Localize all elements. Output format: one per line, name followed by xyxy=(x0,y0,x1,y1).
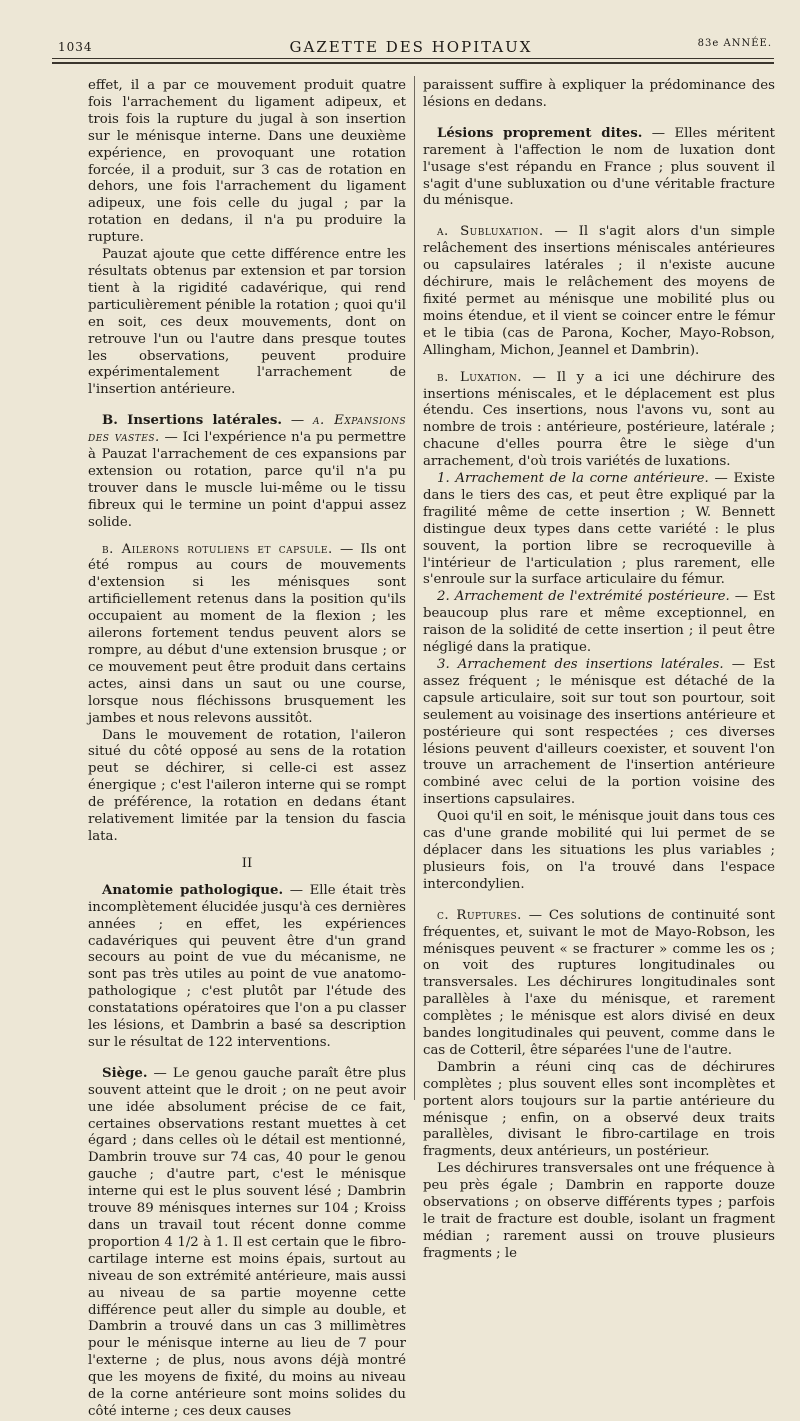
paragraph: Siège. — Le genou gauche paraît être plus souvent atteint que le droit ; on ne peut avoir une idée absolument précise de ce fait, certaines observations restant muettes à cet égard ; dans celles où le détail est mentionné, Dambrin trouve sur 74 cas, 40 pour le genou gauche ; d'autre part, c'est le ménisque interne qui est le plus souvent lésé ; Dambrin trouve 89 ménisques internes sur 104 ; Kroiss dans un travail tout récent donne comme proportion 4 1/2 à 1. Il est certain que le fibro-cartilage interne est moins épais, surtout au niveau de son extrémité antérieure, mais aussi au niveau de sa partie moyenne cette différence peut aller du simple au double, et Dambrin a trouvé dans un cas 3 millimètres pour le ménisque interne au lieu de 7 pour l'externe ; de plus, nous avons déjà montré que les moyens de fixité, du moins au niveau de la corne antérieure sont moins solides du côté interne ; ces deux causes xyxy=(88,1065,406,1419)
paragraph: Anatomie pathologique. — Elle était très incomplètement élucidée jusqu'à ces dernières années ; en effet, les expériences cadavériques qui peuvent être d'un grand secours au point de vue du mécanisme, ne sont pas très utiles au point de vue anatomo-pathologique ; c'est plutôt par l'étude des constatations opératoires que l'on a pu classer les lésions, et Dambrin a basé sa description sur le résultat de 122 interventions. xyxy=(88,882,406,1050)
subsection-heading: c. Ruptures. xyxy=(437,907,522,923)
section-heading: Siège. xyxy=(102,1065,148,1081)
journal-title: GAZETTE DES HOPITAUX xyxy=(289,38,533,56)
section-heading: B. Insertions latérales. xyxy=(102,413,282,429)
subsection-heading: b. Ailerons rotuliens et capsule. xyxy=(102,541,333,557)
paragraph: Pauzat ajoute que cette différence entre les résultats obtenus par extension et par torsion tient à la rigidité cadavérique, qui rend particulièrement pénible la rotation ; quoi qu'il en soit, ces deux mouvements, dont on retrouve l'un ou l'autre dans presque toutes les observations, peuvent produire expérimentalement l'arrachement de l'insertion antérieure. xyxy=(88,247,406,398)
page-header xyxy=(50,30,772,58)
item-label: 2. Arrachement de l'extrémité postérieure. xyxy=(437,589,730,605)
paragraph: Dans le mouvement de rotation, l'aileron situé du côté opposé au sens de la rotation peut se déchirer, si celle-ci est assez énergique ; c'est l'aileron interne qui se rompt de préférence, la rotation en dedans étant relativement limitée par la tension du fascia lata. xyxy=(88,727,406,844)
page-number: 1034 xyxy=(58,40,93,54)
item-label: 3. Arrachement des insertions latérales. xyxy=(437,657,724,672)
section-heading: Lésions proprement dites. xyxy=(437,125,643,141)
paragraph: Quoi qu'il en soit, le ménisque jouit dans tous ces cas d'une grande mobilité qui lui permet de se déplacer dans les situations les plus variables ; plusieurs fois, on l'a trouvé dans l'espace intercondylien. xyxy=(423,809,775,892)
paragraph: b. Luxation. — Il y a ici une déchirure des insertions méniscales, et le déplacement est plus étendu. Ces insertions, nous l'avons vu, sont au nombre de trois : antérieure, postérieure, latérale ; chacune d'elles pourra être le siège d'un arrachement, d'où trois variétés de luxations. xyxy=(423,369,775,470)
section-heading: Anatomie pathologique. xyxy=(102,882,284,898)
subsection-heading: b. Luxation. xyxy=(437,369,522,385)
paragraph: b. Ailerons rotuliens et capsule. — Ils ont été rompus au cours de mouvements d'extension si les ménisques sont artificiellement retenus dans la position qu'ils occupaient au moment de la flexion ; les ailerons fortement tendus peuvent alors se rompre, au début d'une extension brusque ; or ce mouvement peut être produit dans certains actes, ainsi dans un saut ou une course, lorsque nous fléchissons brusquement les jambes et nous relevons aussitôt. xyxy=(88,541,406,726)
header-rule-thin xyxy=(52,58,774,59)
item-label: 1. Arrachement de la corne antérieure. xyxy=(437,471,709,487)
subsection-heading: a. Subluxation. xyxy=(437,224,544,240)
header-rule-thick xyxy=(52,62,774,64)
right-column xyxy=(423,78,775,1263)
paragraph: Lésions proprement dites. — Elles méritent rarement à l'affection le nom de luxation dont l'usage s'est répandu en France ; plus souvent il s'agit d'une subluxation ou d'une véritable fracture du ménisque. xyxy=(423,125,775,209)
left-column xyxy=(88,78,406,1421)
paragraph: 3. Arrachement des insertions latérales. — Est assez fréquent ; le ménisque est détaché de la capsule articulaire, soit sur tout son pourtour, soit seulement au voisinage des insertions antérieure et postérieure qui sont respectées ; ces diverses lésions peuvent d'ailleurs coexister, et souvent l'on trouve un arrachement de l'insertion antérieure combiné avec celui de la portion voisine des insertions capsulaires. xyxy=(423,657,775,808)
paragraph: c. Ruptures. — Ces solutions de continuité sont fréquentes, et, suivant le mot de Mayo-Robson, les ménisques peuvent « se fracturer » comme les os ; on voit des ruptures longitudinales ou transversales. Les déchirures longitudinales sont parallèles à l'axe du ménisque, et rarement complètes ; le ménisque est alors divisé en deux bandes longitudinales qui peuvent, comme dans le cas de Cotteril, être séparées l'une de l'autre. xyxy=(423,907,775,1058)
paragraph: B. Insertions latérales. — a. Expansions des vastes. — Ici l'expérience n'a pu permettre à Pauzat l'arrachement de ces expansions par extension ou rotation, parce qu'il n'a pu trouver dans le muscle lui-même ou le tissu fibreux qui le termine un point d'appui assez solide. xyxy=(88,413,407,530)
subsection-heading: a. Expansions des vastes. xyxy=(88,413,407,446)
paragraph: 1. Arrachement de la corne antérieure. — Existe dans le tiers des cas, et peut être expliqué par la fragilité même de cette insertion ; W. Bennett distingue deux types dans cette variété : le plus souvent, la portion libre se recroqueville à l'intérieur de l'articulation ; plus rarement, elle s'enroule sur la surface articulaire du fémur. xyxy=(423,471,775,588)
year-label: 83e ANNÉE. xyxy=(697,38,772,49)
paragraph: 2. Arrachement de l'extrémité postérieure. — Est beaucoup plus rare et même exceptionnel, en raison de la solidité de cette insertion ; il peut être négligé dans la pratique. xyxy=(423,589,775,656)
paragraph: a. Subluxation. — Il s'agit alors d'un simple relâchement des insertions méniscales antérieures ou capsulaires latérales ; il n'existe aucune déchirure, mais le relâchement des moyens de fixité permet au ménisque une mobilité plus ou moins étendue, et il vient se coincer entre le fémur et le tibia (cas de Parona, Kocher, Mayo-Robson, Allingham, Michon, Jeannel et Dambrin). xyxy=(423,224,775,358)
paragraph: Les déchirures transversales ont une fréquence à peu près égale ; Dambrin en rapporte douze observations ; on observe différents types ; parfois le trait de fracture est double, isolant un fragment médian ; rarement aussi on trouve plusieurs fragments ; le xyxy=(423,1161,775,1261)
paragraph: Dambrin a réuni cinq cas de déchirures complètes ; plus souvent elles sont incomplètes et portent alors toujours sur la partie antérieure du ménisque ; enfin, on a observé deux traits parallèles, divisant le fibro-cartilage en trois fragments, deux antérieurs, un postérieur. xyxy=(423,1059,775,1160)
paragraph: paraissent suffire à expliquer la prédominance des lésions en dedans. xyxy=(423,78,775,110)
paragraph: effet, il a par ce mouvement produit quatre fois l'arrachement du ligament adipeux, et trois fois la rupture du jugal à son insertion sur le ménisque interne. Dans une deuxième expérience, en provoquant une rotation forcée, il a produit, sur 3 cas de rotation en dehors, une fois l'arrachement du ligament adipeux, une fois celle du jugal ; par la rotation en dedans, il n'a pu produire la rupture. xyxy=(88,78,406,246)
section-numeral: II xyxy=(241,855,253,871)
column-divider xyxy=(414,76,415,1100)
